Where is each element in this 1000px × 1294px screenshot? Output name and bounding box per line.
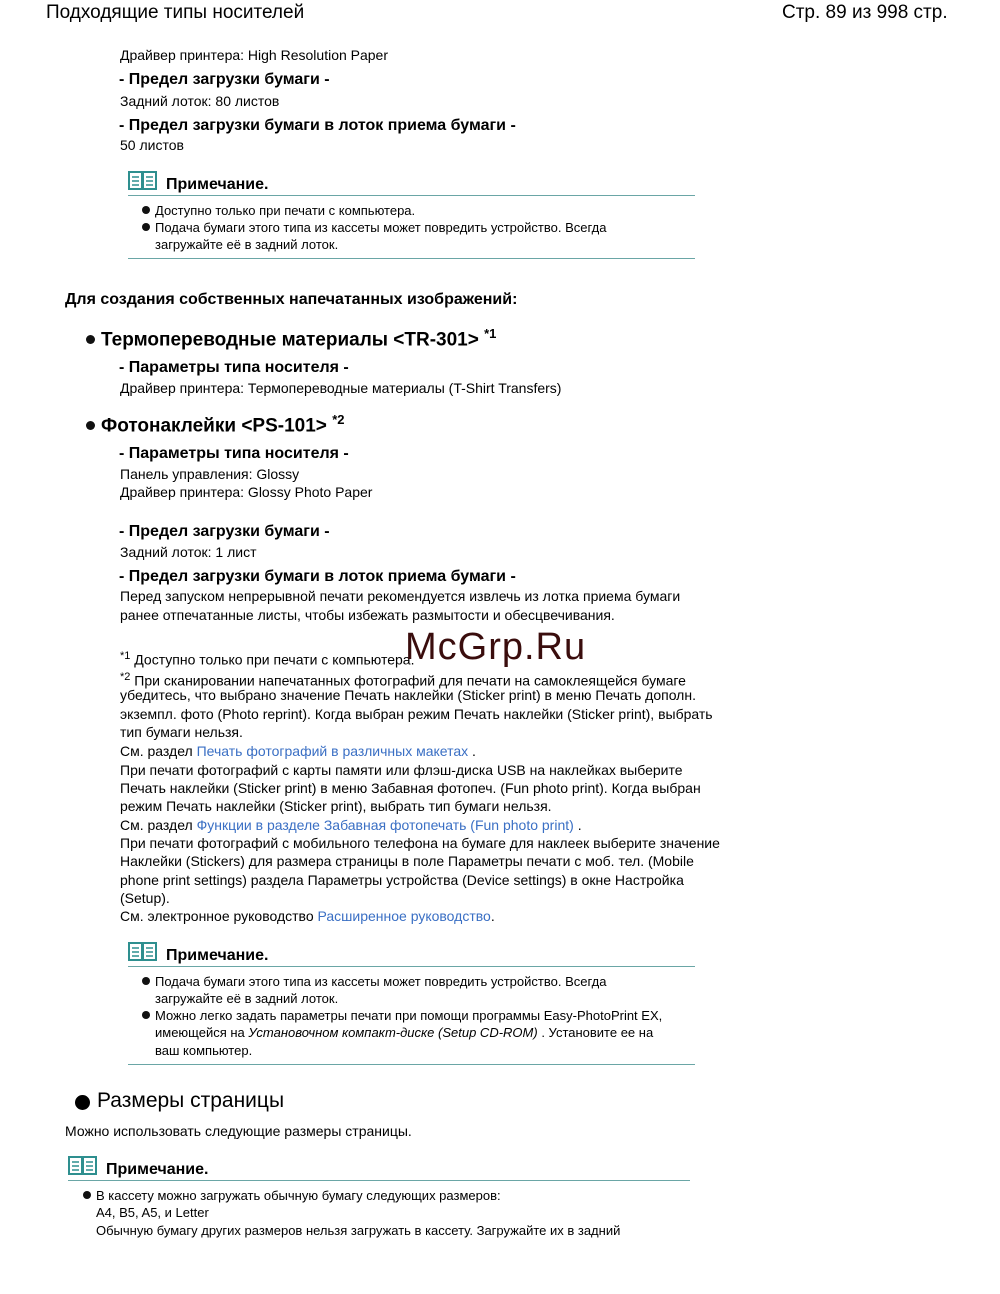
watermark: McGrp.Ru [405,626,587,668]
footnote-2: $^{*2}$ При сканировании напечатанных фотографий для печати на самоклеящейся бумаге [120,671,686,689]
note-item: Доступно только при печати с компьютера. [155,203,416,218]
note-rule [128,195,695,196]
footnote-1: $^{*1}$ Доступно только при печати с компьютера. [120,650,415,668]
output-value: 50 листов [120,137,184,153]
advanced-guide-link[interactable]: Расширенное руководство [317,908,491,924]
see-also-line: См. электронное руководство Расширенное руководство. [120,908,495,924]
note-rule [68,1180,690,1181]
note-item-continued: имеющейся на Установочном компакт-диске (Setup CD-ROM) . Установите ее на [155,1025,654,1040]
footnote-2-text: При печати фотографий с карты памяти или флэш-диска USB на наклейках выберите [120,762,683,778]
bullet-icon [142,977,150,985]
footnote-2-text: phone print settings) раздела Параметры устройства (Device settings) в окне Настройка [120,872,684,888]
sticker-output-heading: - Предел загрузки бумаги в лоток приема бумаги - [119,568,516,585]
note-title: Примечание. [106,1161,209,1178]
footnote-2-text: режим Печать наклейки (Sticker print), выбрать тип бумаги нельзя. [120,798,552,814]
note-rule [128,966,695,967]
bullet-icon [142,206,150,214]
layout-print-link[interactable]: Печать фотографий в различных макетах [196,743,469,759]
sticker-limit-value: Задний лоток: 1 лист [120,544,257,560]
tshirt-title: Термопереводные материалы <TR-301> $^{*1}$ [101,326,497,351]
book-icon [68,1155,98,1177]
footnote-2-text: При печати фотографий с мобильного телефона на бумаге для наклеек выберите значение [120,835,720,851]
limit-value: Задний лоток: 80 листов [120,93,280,109]
bullet-icon [142,223,150,231]
document-title: Подходящие типы носителей [46,2,305,23]
sticker-output-text: Перед запуском непрерывной печати рекомендуется извлечь из лотка приема бумаги [120,588,681,604]
footnote-2-text: тип бумаги нельзя. [120,724,243,740]
footnote-2-text: Печать наклейки (Sticker print) в меню Забавная фотопеч. (Fun photo print). Когда выбран [120,780,701,796]
see-also-line: См. раздел Печать фотографий в различных макетах . [120,743,476,759]
sticker-title: Фотонаклейки <PS-101> $^{*2}$ [101,412,345,437]
note-item-continued: ваш компьютер. [155,1043,253,1058]
note-item: Подача бумаги этого типа из кассеты может повредить устройство. Всегда [155,220,607,235]
bullet-icon [75,1095,90,1110]
sticker-limit-heading: - Предел загрузки бумаги - [119,523,330,540]
page-counter: Стр. 89 из 998 стр. [782,2,948,23]
footnote-2-text: убедитесь, что выбрано значение Печать наклейки (Sticker print) в меню Печать дополн. [120,687,696,703]
note-item: Подача бумаги этого типа из кассеты может повредить устройство. Всегда [155,974,607,989]
footnote-2-text: Наклейки (Stickers) для размера страницы в поле Параметры печати с моб. тел. (Mobile [120,853,694,869]
note-rule [128,1064,695,1065]
note-item: В кассету можно загружать обычную бумагу следующих размеров: [96,1188,501,1203]
sizes-heading: Размеры страницы [97,1089,285,1112]
note-item-continued: Обычную бумагу других размеров нельзя загружать в кассету. Загружайте их в задний [96,1223,621,1238]
note-item-continued: загружайте её в задний лоток. [155,991,339,1006]
bullet-icon [86,421,95,430]
sticker-param-heading: - Параметры типа носителя - [119,445,349,462]
sticker-driver: Драйвер принтера: Glossy Photo Paper [120,484,373,500]
note-item: Можно легко задать параметры печати при помощи программы Easy-PhotoPrint EX, [155,1008,663,1023]
tshirt-param-heading: - Параметры типа носителя - [119,359,349,376]
driver-line: Драйвер принтера: High Resolution Paper [120,47,389,63]
fun-photo-print-link[interactable]: Функции в разделе Забавная фотопечать (Fun photo print) [196,817,574,833]
bullet-icon [142,1011,150,1019]
section-title: Для создания собственных напечатанных изображений: [65,291,518,308]
see-also-line: См. раздел Функции в разделе Забавная фотопечать (Fun photo print) . [120,817,582,833]
sticker-panel: Панель управления: Glossy [120,466,300,482]
note-item-continued: загружайте её в задний лоток. [155,237,339,252]
bullet-icon [83,1191,91,1199]
book-icon [128,941,158,963]
sizes-text: Можно использовать следующие размеры страницы. [65,1123,412,1139]
tshirt-driver: Драйвер принтера: Термопереводные материалы (T-Shirt Transfers) [120,380,562,396]
note-title: Примечание. [166,947,269,964]
limit-heading: - Предел загрузки бумаги - [119,71,330,88]
sticker-output-text: ранее отпечатанные листы, чтобы избежать размытости и обесцвечивания. [120,607,615,623]
footnote-2-text: (Setup). [120,890,170,906]
note-rule [128,258,695,259]
footnote-2-text: экземпл. фото (Photo reprint). Когда выбран режим Печать наклейки (Sticker print), выбрать [120,706,713,722]
book-icon [128,170,158,192]
note-item-continued: A4, B5, A5, и Letter [96,1205,209,1220]
bullet-icon [86,335,95,344]
note-title: Примечание. [166,176,269,193]
output-heading: - Предел загрузки бумаги в лоток приема бумаги - [119,117,516,134]
